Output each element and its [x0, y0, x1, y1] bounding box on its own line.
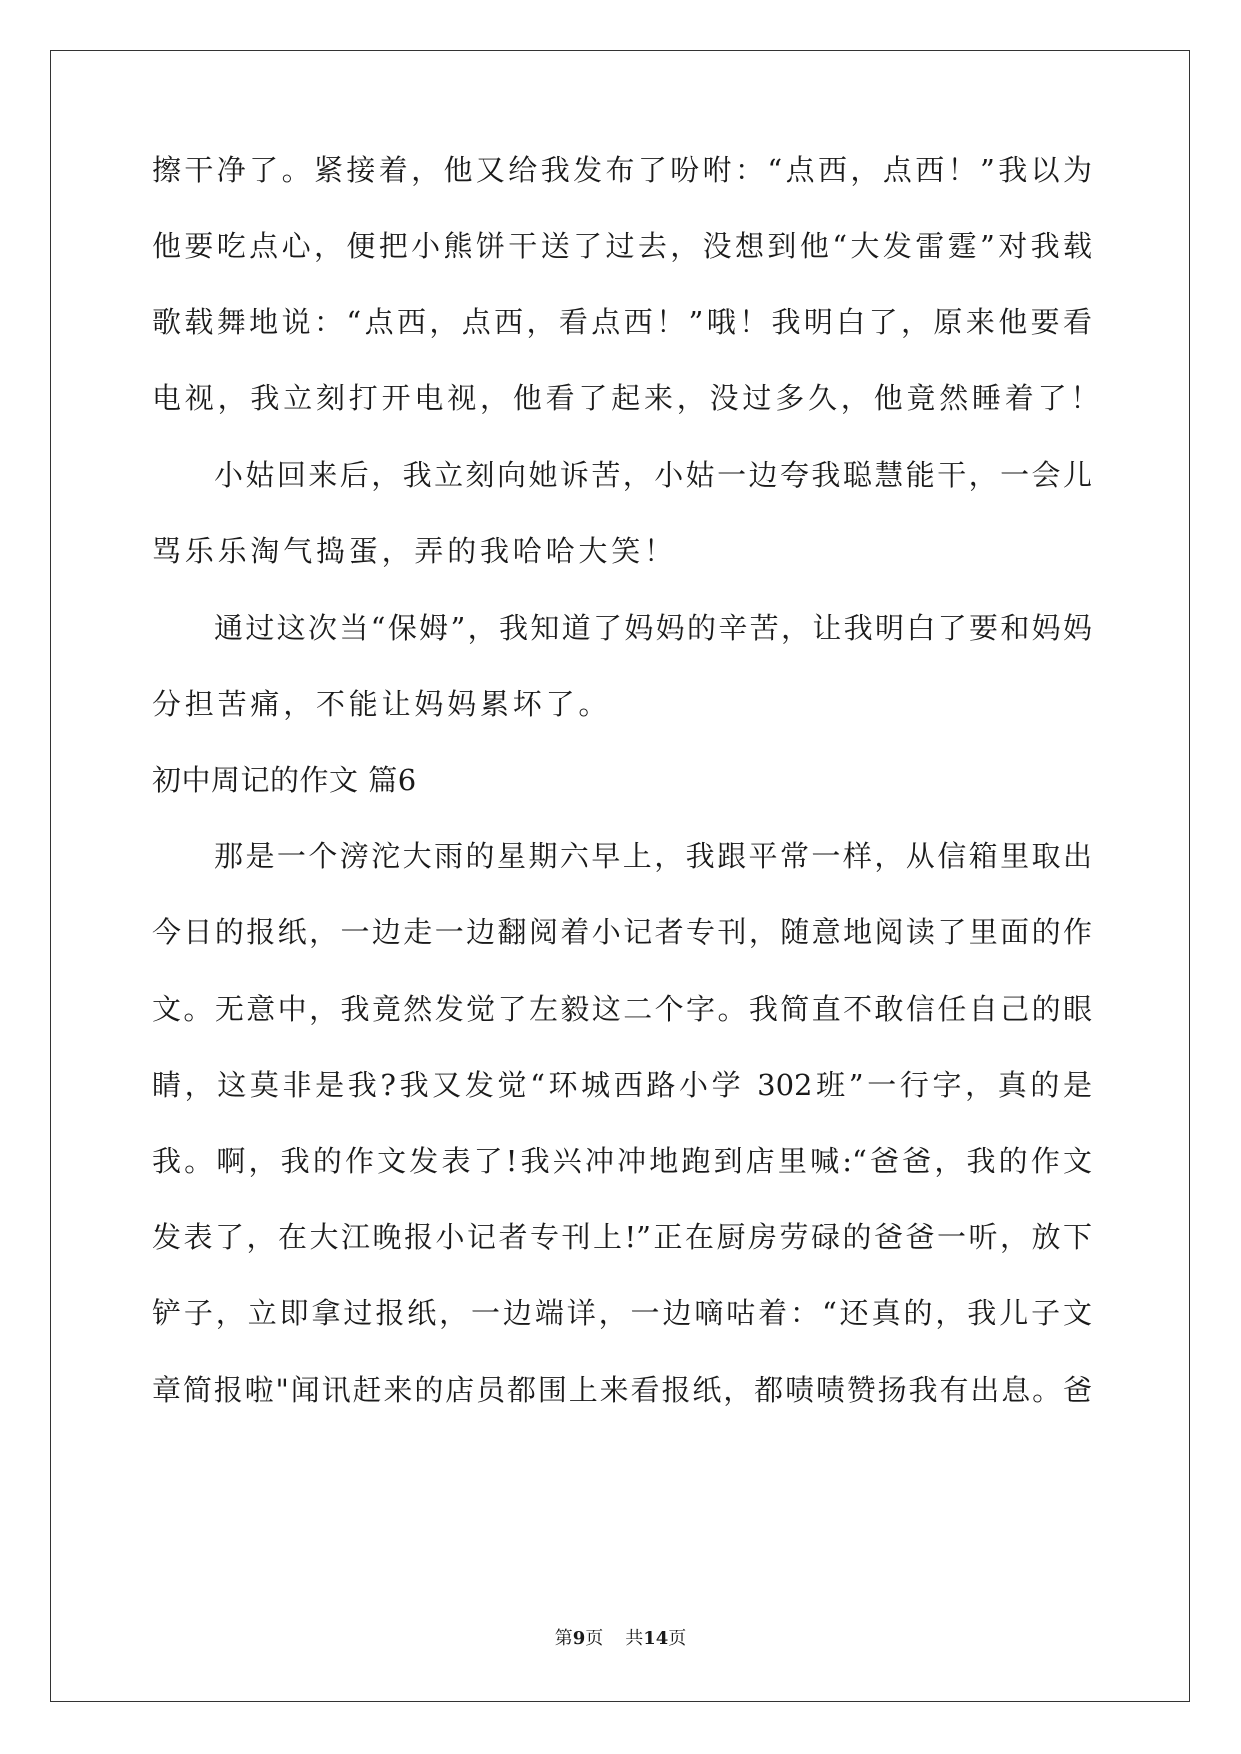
text-line: 他要吃点心，便把小熊饼干送了过去，没想到他“大发雷霆”对我载: [152, 229, 1092, 263]
text-line: 睛，这莫非是我?我又发觉“环城西路小学 302班”一行字，真的是: [152, 1068, 1092, 1102]
text-line: 骂乐乐淘气捣蛋，弄的我哈哈大笑！: [152, 534, 677, 568]
paragraph-start-line: 小姑回来后，我立刻向她诉苦，小姑一边夸我聪慧能干，一会儿: [214, 458, 1092, 492]
total-suffix: 页: [668, 1628, 687, 1649]
text-line: 发表了，在大江晚报小记者专刊上!”正在厨房劳碌的爸爸一听，放下: [152, 1220, 1092, 1254]
page-prefix: 第: [554, 1628, 573, 1649]
text-line: 电视，我立刻打开电视，他看了起来，没过多久，他竟然睡着了！: [152, 381, 1104, 415]
text-line: 章简报啦"闻讯赶来的店员都围上来看报纸，都啧啧赞扬我有出息。爸: [152, 1373, 1092, 1407]
text-line: 擦干净了。紧接着，他又给我发布了吩咐：“点西，点西！”我以为: [152, 153, 1092, 187]
text-line: 铲子，立即拿过报纸，一边端详，一边嘀咕着：“还真的，我儿子文: [152, 1296, 1092, 1330]
section-heading: 初中周记的作文 篇6: [152, 763, 417, 797]
text-line: 分担苦痛，不能让妈妈累坏了。: [152, 687, 612, 721]
page-number: 9: [572, 1628, 586, 1649]
text-line: 歌载舞地说：“点西，点西，看点西！”哦！我明白了，原来他要看: [152, 305, 1092, 339]
total-prefix: 共: [625, 1628, 644, 1649]
page-suffix: 页: [585, 1628, 604, 1649]
total-pages: 14: [643, 1628, 669, 1649]
page-border: [50, 50, 1190, 1702]
paragraph-start-line: 通过这次当“保姆”，我知道了妈妈的辛苦，让我明白了要和妈妈: [214, 611, 1092, 645]
text-line: 文。无意中，我竟然发觉了左毅这二个字。我简直不敢信任自己的眼: [152, 992, 1092, 1026]
text-line: 今日的报纸，一边走一边翻阅着小记者专刊，随意地阅读了里面的作: [152, 915, 1092, 949]
text-line: 我。啊，我的作文发表了!我兴冲冲地跑到店里喊:“爸爸，我的作文: [152, 1144, 1092, 1178]
page-footer: [0, 1624, 1241, 1650]
paragraph-start-line: 那是一个滂沱大雨的星期六早上，我跟平常一样，从信箱里取出: [214, 839, 1092, 873]
